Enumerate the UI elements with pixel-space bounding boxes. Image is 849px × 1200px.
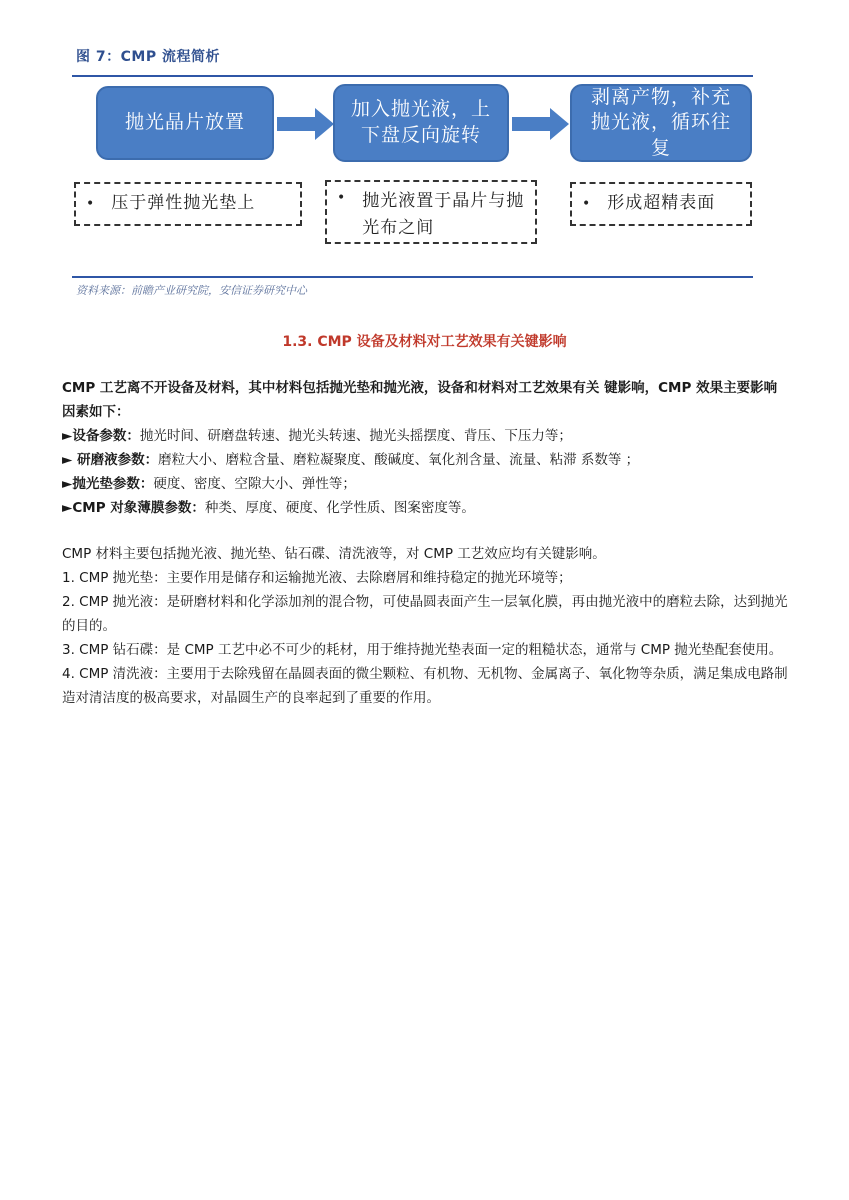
list-item: 1. CMP 抛光垫：主要作用是储存和运输抛光液、去除磨屑和维持稳定的抛光环境等； bbox=[62, 570, 572, 586]
list-item: 4. CMP 清洗液：主要用于去除残留在晶圆表面的微尘颗粒、有机物、无机物、金属离子、氧化物等杂质，满足集成电路制造对清洁度的极高要求，对晶圆生产的良率起到了重要的作用。 bbox=[62, 666, 788, 706]
list-item bbox=[62, 424, 790, 448]
note-text: 压于弹性抛光垫上 bbox=[111, 193, 256, 214]
factor-text: 抛光时间、研磨盘转速、抛光头转速、抛光头摇摆度、背压、下压力等； bbox=[139, 428, 572, 444]
list-item: 2. CMP 抛光液：是研磨材料和化学添加剂的混合物，可使晶圆表面产生一层氧化膜，再由抛光液中的磨粒去除，达到抛光的目的。 bbox=[62, 594, 788, 634]
factor-label: ►抛光垫参数： bbox=[62, 476, 154, 492]
flow-step-3: 剥离产物，补充抛光液，循环往复 bbox=[570, 84, 752, 162]
figure-title: 图 7：CMP 流程简析 bbox=[76, 49, 220, 65]
note-text: 形成超精表面 bbox=[607, 193, 716, 214]
list-item bbox=[62, 448, 790, 472]
factor-list bbox=[62, 424, 790, 520]
figure-source: 资料来源：前瞻产业研究院，安信证券研究中心 bbox=[76, 284, 307, 297]
list-item bbox=[62, 496, 790, 520]
materials-lead: CMP 材料主要包括抛光液、抛光垫、钻石碟、清洗液等，对 CMP 工艺效应均有关键影响。 bbox=[62, 546, 606, 562]
flow-note-1 bbox=[74, 182, 302, 226]
factor-text: 种类、厚度、硬度、化学性质、图案密度等。 bbox=[204, 500, 475, 516]
intro-paragraph: CMP 工艺离不开设备及材料，其中材料包括抛光垫和抛光液，设备和材料对工艺效果有关 键影响，CMP 效果主要影响因素如下： bbox=[62, 380, 778, 420]
flow-note-2 bbox=[325, 180, 537, 244]
note-text: 抛光液置于晶片与抛光布之间 bbox=[362, 191, 525, 239]
list-item bbox=[62, 472, 790, 496]
bullet-icon: • bbox=[582, 196, 592, 212]
flow-note-3 bbox=[570, 182, 752, 226]
factor-label: ►CMP 对象薄膜参数： bbox=[62, 500, 205, 516]
factor-label: ►设备参数： bbox=[62, 428, 140, 444]
figure-bottom-rule bbox=[72, 276, 753, 278]
factor-label: ► 研磨液参数： bbox=[62, 452, 159, 468]
flow-step-1: 抛光晶片放置 bbox=[96, 86, 274, 160]
section-title: 1.3. CMP 设备及材料对工艺效果有关键影响 bbox=[282, 334, 567, 350]
factor-text: 硬度、密度、空隙大小、弹性等； bbox=[153, 476, 356, 492]
bullet-icon: • bbox=[337, 190, 347, 206]
factor-text: 磨粒大小、磨粒含量、磨粒凝聚度、酸碱度、氧化剂含量、流量、粘滞 系数等 ； bbox=[158, 452, 640, 468]
arrow-right-icon bbox=[512, 106, 570, 142]
arrow-right-icon bbox=[277, 106, 335, 142]
figure-top-rule bbox=[72, 75, 753, 77]
materials-section bbox=[62, 542, 790, 710]
list-item: 3. CMP 钻石碟：是 CMP 工艺中必不可少的耗材，用于维持抛光垫表面一定的粗糙状态，通常与 CMP 抛光垫配套使用。 bbox=[62, 642, 783, 658]
bullet-icon: • bbox=[86, 196, 96, 212]
flow-step-2: 加入抛光液，上下盘反向旋转 bbox=[333, 84, 509, 162]
